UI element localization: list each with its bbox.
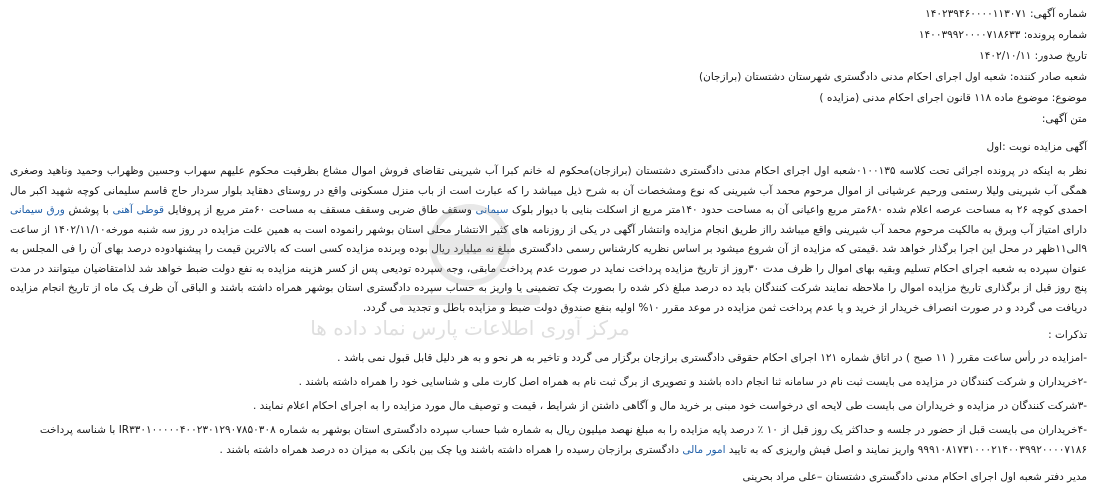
highlight-financial-affairs[interactable]: امور مالی xyxy=(682,444,726,456)
body-text-part-4: دارای امتیاز آب وبرق به مالکیت مرحوم محمد آب شیرینی واقع میباشد رااز طریق انجام مزایده وانتشار آگهی در یکی از روزنامه های کثیر الانتشار محلی استان بوشهر رانموده است به همین علت مزایده در روز سه شنبه مورخه۱۴۰۲/۱۱/۱۰ از ساعت ۹الی۱۱ظهر در محل این اجرا برگذار خواهد شد .قیمتی که مزایده از آن شروع میشود بر اساس نظریه کارشناس رسمی دادگستری مبلغ نه میلیارد ریال بوده وبرنده مزایده کسی است که بالاترین قیمت را پیشنهادوده درصد بهای آن را فی المجلس به عنوان سپرده به شعبه اجرای احکام تسلیم وبقیه بهای اموال را ظرف مدت ۳۰روز از تاریخ مزایده پرداخت نماید در صورت عدم پرداخت مابقی، وجه سپرده تودیعی پس از کسر هزینه مزایده به نفع دولت ضبط خواهد شد لذامتقاضیان میتوانند در مدت پنج روز قبل از برگذاری تاریخ مزایده اموال را ملاحظه نمایند شرکت کنندگان باید ده درصد مبلغ ذکر شده را بصورت چک تضمینی یا واریز به حساب سپرده دادگستری استان بوشهر همراه داشته باشند و الباقی آن ظرف یک ماه از تاریخ انجام مزایده دریافت می گردد و در صورت انصراف خریدار از خرید و یا عدم پرداخت ثمن مزایده در موعد مقرر ۱۰% اولیه بنفع صندوق دولت ضبط و مزایده باطل و تجدید می گردد. xyxy=(10,223,1087,314)
note-item-4 xyxy=(10,420,1087,460)
note-4-text-end: رسیده را همراه داشته باشند ویا چک بین بانکی به میزان ده درصد همراه داشته باشند . xyxy=(219,444,595,456)
highlight-cement[interactable]: سیمانی xyxy=(475,204,509,216)
case-number: شماره پرونده: ۱۴۰۰۳۹۹۲۰۰۰۰۷۱۸۶۳۳ xyxy=(918,29,1087,41)
highlight-cement-sheet[interactable]: ورق سیمانی xyxy=(10,204,65,216)
note-4-text-start: -۴خریداران می بایست قبل از حضور در جلسه و حداکثر یک روز قبل از ۱۰ ٪ درصد پایه مزایده را به مبلغ نهصد میلیون ریال به شماره شبا حساب سپرده دادگستری استان بوشهر به شماره IR۳۳۰۱۰۰۰۰۰۴۰۰۲۳۰۱۲۹۰۷۸۵۰۳۰۸ با شناسه پرداخت ۹۹۹۱۰۸۱۷۳۱۰۰۰۲۱۴۰۰۳۹۹۲۰۰۰۰۷۱۸۶ واریز نمایند و اصل فیش واریزی که به تایید xyxy=(39,424,1087,456)
note-item-2: -۲خریداران و شرکت کنندگان در مزایده می بایست ثبت نام در سامانه ثنا انجام داده باشند و تصویری از برگ ثبت نام به همراه اصل کارت ملی و شناسایی خود را همراه داشته باشند . xyxy=(298,376,1087,388)
note-item-3: -۳شرکت کنندگان در مزایده و خریداران می بایست طی لایحه ای درخواست خود مبنی بر خرید مال و آگاهی داشتن از شرایط ، قیمت و توصیف مال مورد مزایده را به اجرای احکام اعلام نمایند . xyxy=(253,400,1087,412)
notice-subject: موضوع: موضوع ماده ۱۱۸ قانون اجرای احکام مدنی (مزایده ) xyxy=(819,92,1087,104)
note-4-text-mid: دادگستری برازجان xyxy=(594,444,683,456)
watermark-text: مرکز آوری اطلاعات پارس نماد داده ها xyxy=(310,316,630,340)
issuing-branch: شعبه صادر کننده: شعبه اول اجرای احکام مدنی دادگستری شهرستان دشتستان (برازجان) xyxy=(699,71,1087,83)
body-text-part-3: با پوشش xyxy=(64,204,113,216)
auction-body-paragraph xyxy=(10,162,1087,318)
notes-heading: تذکرات : xyxy=(1048,329,1087,341)
signature-line: مدیر دفتر شعبه اول اجرای احکام مدنی دادگستری دشتستان –علی مراد بحرینی xyxy=(742,471,1087,483)
note-item-1: -امزایده در رأس ساعت مقرر ( ۱۱ صبح ) در اتاق شماره ۱۲۱ اجرای احکام حقوقی دادگستری برازجان برگزار می گردد و تاخیر به هر نحو و به هر دلیل قابل قبول نمی باشد . xyxy=(337,352,1087,364)
issue-date: تاریخ صدور: ۱۴۰۲/۱۰/۱۱ xyxy=(979,50,1087,62)
highlight-iron-profile[interactable]: قوطی آهنی xyxy=(112,204,165,216)
auction-title: آگهی مزایده نوبت :اول xyxy=(986,141,1087,153)
notice-text-label: متن آگهی: xyxy=(1041,113,1087,125)
body-text-part-1: نظر به اینکه در پرونده اجرائی تحت کلاسه ۰۱۰۰۱۳۵شعبه اول اجرای احکام مدنی دادگستری دشتستان (برازجان)محکوم له خانم کبرا آب شیرینی تقاضای فروش اموال مشاع بظرفیت محکوم علیهم سهراب وحسین وظهراب وحمید وناهید وصغری همگی آب شیرینی ولیلا رستمی ورحیم عرشیانی از اموال مرحوم محمد آب شیرینی که نوع ومشخصات آن به شرح ذیل میباشد را که عبارت است از باب منزل مسکونی واقع در روستای دهقاید بلوار سردار حاج قاسم سلیمانی کوچه شهید اکبر مال احمدی کوچه ۲۶ به مساحت عرصه اعلام شده ۶۸۰متر مربع واعیانی آن به مساحت حدود ۱۴۰متر مربع از اسکلت بنایی با دیوار بلوک xyxy=(10,165,1088,216)
ad-number: شماره آگهی: ۱۴۰۲۳۹۴۶۰۰۰۰۱۱۳۰۷۱ xyxy=(925,8,1087,20)
body-text-part-2: وسقف طاق ضربی وسقف مسقف به مساحت ۶۰متر مربع از پروفایل xyxy=(164,204,476,216)
